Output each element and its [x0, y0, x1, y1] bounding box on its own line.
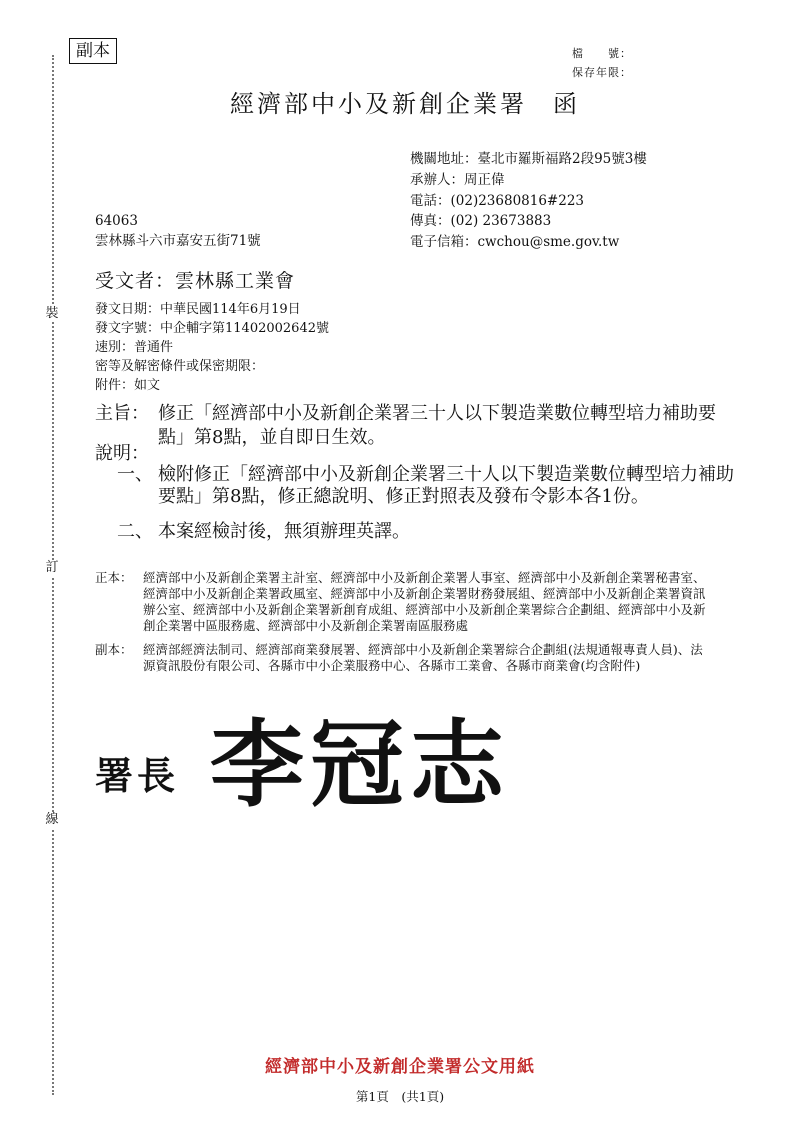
retention-label: 保存年限：: [572, 66, 632, 79]
item-text: 本案經檢討後，無須辦理英譯。: [158, 521, 410, 542]
item-number: 二、: [117, 521, 153, 542]
issue-date: 發文日期：中華民國114年6月19日: [95, 302, 301, 317]
paper-title: 經濟部中小及新創企業署公文用紙: [265, 1057, 535, 1077]
copy-list: 經濟部經濟法制司、經濟部商業發展署、經濟部中小及新創企業署綜合企劃組(法規通報專責人員)、法源資訊股份有限公司、各縣市中小企業服務中心、各縣市工業會、各縣市商業會(均含附件): [143, 642, 703, 673]
agency-name: 經濟部中小及新創企業署: [230, 90, 527, 118]
original-label: 正本：: [95, 570, 133, 585]
recipient: 受文者：雲林縣工業會: [95, 270, 296, 292]
document-title: [230, 84, 580, 119]
confidentiality: 密等及解密條件或保密期限：: [95, 359, 265, 374]
fax: 傳真：(02) 23673883: [410, 213, 552, 229]
signatory-name-seal: 李冠志: [210, 710, 511, 820]
item-text: 檢附修正「經濟部中小及新創企業署三十人以下製造業數位轉型培力補助要點」第8點，修正總說明、修正對照表及發布令影本各1份。: [158, 464, 734, 507]
explanation-label: 說明：: [95, 443, 149, 464]
phone: 電話：(02)23680816#223: [410, 193, 585, 209]
recipient-postcode: 64063: [95, 213, 138, 229]
item-number: 一、: [117, 464, 153, 485]
subject-text: 修正「經濟部中小及新創企業署三十人以下製造業數位轉型培力補助要點」第8點，並自即日生效。: [158, 403, 716, 448]
agency-address: 機關地址：臺北市羅斯福路2段95號3樓: [410, 151, 647, 167]
attachment: 附件：如文: [95, 378, 161, 393]
urgency: 速別：普通件: [95, 340, 174, 355]
original-list: 經濟部中小及新創企業署主計室、經濟部中小及新創企業署人事室、經濟部中小及新創企業署秘書室、經濟部中小及新創企業署政風室、經濟部中小及新創企業署財務發展組、經濟部中小及新創企業署資訊辦公室、經濟部中小及新創企業署新創育成組、經濟部中小及新創企業署綜合企劃組、經濟部中小及新創企業署中區服務處、經濟部中小及新創企業署南區服務處: [143, 570, 706, 633]
binding-mark-xian: 線: [45, 812, 59, 827]
signatory-title: 署長: [95, 753, 180, 798]
binding-mark-ding: 訂: [45, 560, 59, 575]
handler: 承辦人：周正偉: [410, 172, 505, 188]
recipient-address: 雲林縣斗六市嘉安五街71號: [95, 233, 261, 249]
document-number: 發文字號：中企輔字第11402002642號: [95, 321, 329, 336]
copy-stamp: 副本: [69, 38, 117, 64]
copy-label: 副本：: [95, 642, 133, 657]
binding-mark-zhuang: 裝: [45, 306, 59, 321]
email: 電子信箱：cwchou@sme.gov.tw: [410, 234, 620, 250]
document-type: 函: [553, 90, 580, 118]
page-number: 第1頁 (共1頁): [355, 1089, 445, 1104]
file-number-label: 檔 號：: [572, 47, 632, 60]
subject-label: 主旨：: [95, 403, 149, 424]
